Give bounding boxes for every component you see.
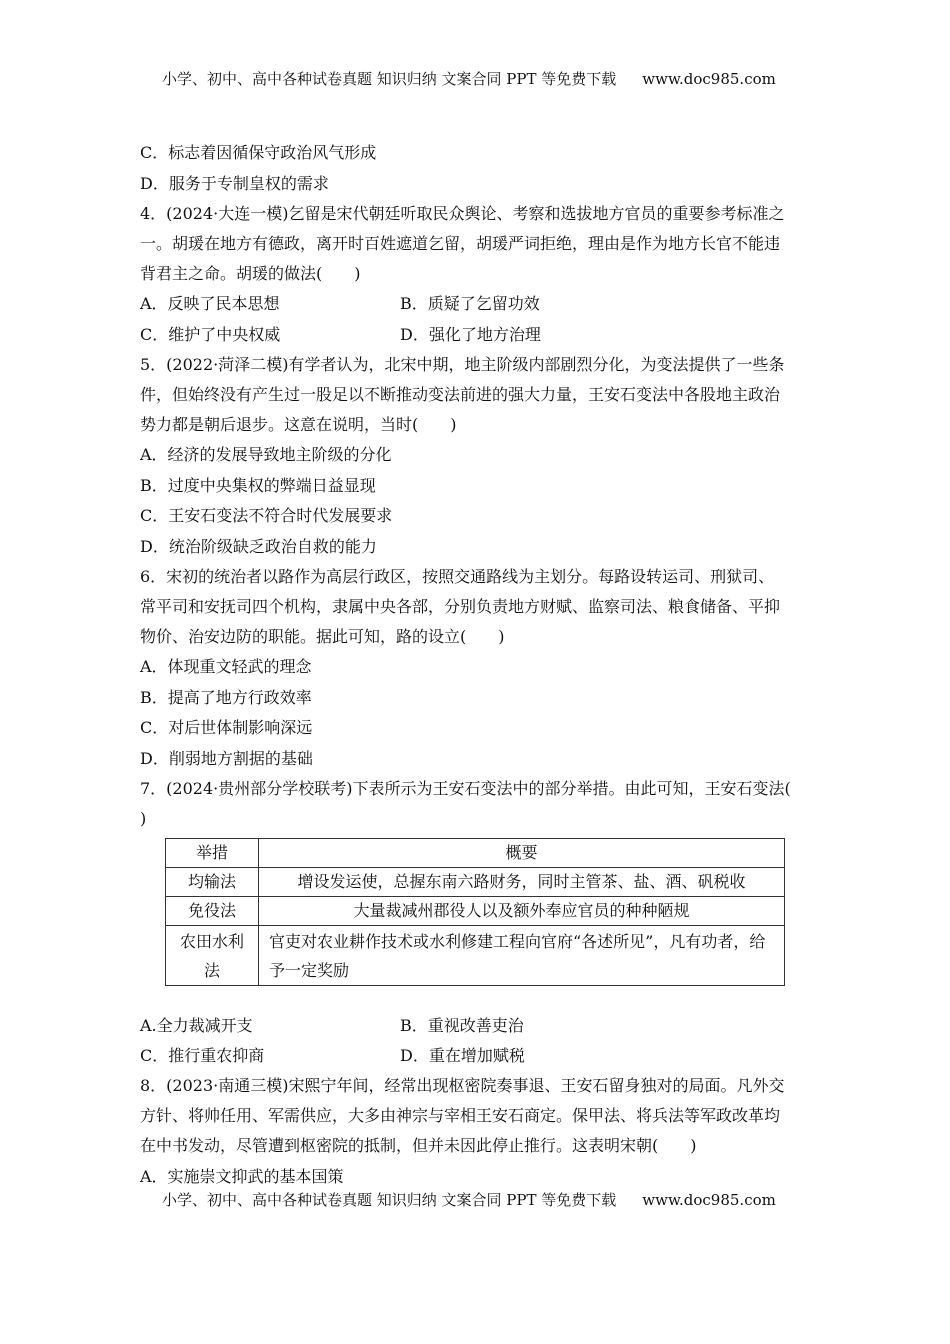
q6-option-d: D．削弱地方割据的基础 [140,749,313,768]
header-text: 小学、初中、高中各种试卷真题 知识归纳 文案合同 PPT 等免费下载 [162,70,617,88]
page-footer [162,1190,776,1210]
q7-option-a: A.全力裁减开支 [140,1016,253,1035]
q8-stem-line: 方针、将帅任用、军需供应，大多由神宗与宰相王安石商定。保甲法、将兵法等军政改革均 [140,1106,781,1125]
table-header-row [166,839,785,868]
q7-option-b: B．重视改善吏治 [400,1016,524,1035]
table-header-cell: 举措 [166,839,259,868]
q6-stem-line: 6．宋初的统治者以路作为高层行政区，按照交通路线为主划分。每路设转运司、刑狱司、 [140,567,775,586]
q4-option-a: A．反映了民本思想 [140,294,280,313]
q8-stem-line: 8．(2023·南通三模)宋熙宁年间，经常出现枢密院奏事退、王安石留身独对的局面。凡外交 [140,1076,785,1095]
q5-option-b: B．过度中央集权的弊端日益显现 [140,476,376,495]
q7-stem-line: ) [140,809,147,828]
q5-stem-line: 件，但始终没有产生过一股足以不断推动变法前进的强大力量，王安石变法中各股地主政治 [140,385,781,404]
footer-url: www.doc985.com [642,1191,776,1209]
header-url: www.doc985.com [642,70,776,88]
q4-option-c: C．维护了中央权威 [140,325,281,344]
q3-option-c: C．标志着因循保守政治风气形成 [140,143,377,162]
table-cell: 大量裁减州郡役人以及额外奉应官员的种种陋规 [259,897,785,926]
q6-stem-line: 常平司和安抚司四个机构，隶属中央各部，分别负责地方财赋、监察司法、粮食储备、平抑 [140,597,781,616]
table-row [166,926,785,986]
q7-option-c: C．推行重农抑商 [140,1046,265,1065]
table-cell: 免役法 [166,897,259,926]
table-cell: 均输法 [166,868,259,897]
table-cell: 增设发运使，总握东南六路财务，同时主管茶、盐、酒、矾税收 [259,868,785,897]
q7-option-d: D．重在增加赋税 [400,1046,525,1065]
q6-stem-line: 物价、治安边防的职能。据此可知，路的设立( ) [140,627,505,646]
table-cell: 农田水利法 [166,926,259,986]
reform-measures-table [165,838,785,986]
q6-option-c: C．对后世体制影响深远 [140,718,313,737]
footer-text: 小学、初中、高中各种试卷真题 知识归纳 文案合同 PPT 等免费下载 [162,1191,617,1209]
q6-option-b: B．提高了地方行政效率 [140,688,312,707]
q3-option-d: D．服务于专制皇权的需求 [140,174,329,193]
q4-option-d: D．强化了地方治理 [400,325,541,344]
table-row [166,868,785,897]
q8-stem-line: 在中书发动，尽管遭到枢密院的抵制，但并未因此停止推行。这表明宋朝( ) [140,1136,697,1155]
q4-stem-line: 一。胡瑗在地方有德政，离开时百姓遮道乞留，胡瑗严词拒绝，理由是作为地方长官不能违 [140,234,781,253]
q5-stem-line: 势力都是朝后退步。这意在说明，当时( ) [140,415,457,434]
q5-stem-line: 5．(2022·菏泽二模)有学者认为，北宋中期，地主阶级内部剧烈分化，为变法提供了一些条 [140,355,785,374]
q4-stem-line: 4．(2024·大连一模)乞留是宋代朝廷听取民众舆论、考察和选拔地方官员的重要参考标准之 [140,204,785,223]
q6-option-a: A．体现重文轻武的理念 [140,657,312,676]
q4-option-b: B．质疑了乞留功效 [400,294,540,313]
q5-option-a: A．经济的发展导致地主阶级的分化 [140,445,392,464]
table-cell: 官吏对农业耕作技术或水利修建工程向官府“各述所见”，凡有功者，给予一定奖励 [259,926,785,986]
page-header [162,69,776,89]
q4-stem-line: 背君主之命。胡瑗的做法( ) [140,264,361,283]
table-header-cell: 概要 [259,839,785,868]
q5-option-d: D．统治阶级缺乏政治自救的能力 [140,537,377,556]
q5-option-c: C．王安石变法不符合时代发展要求 [140,506,393,525]
q7-stem-line: 7．(2024·贵州部分学校联考)下表所示为王安石变法中的部分举措。由此可知，王安石变法( [140,779,791,798]
q8-option-a: A．实施崇文抑武的基本国策 [140,1167,344,1186]
table-row [166,897,785,926]
